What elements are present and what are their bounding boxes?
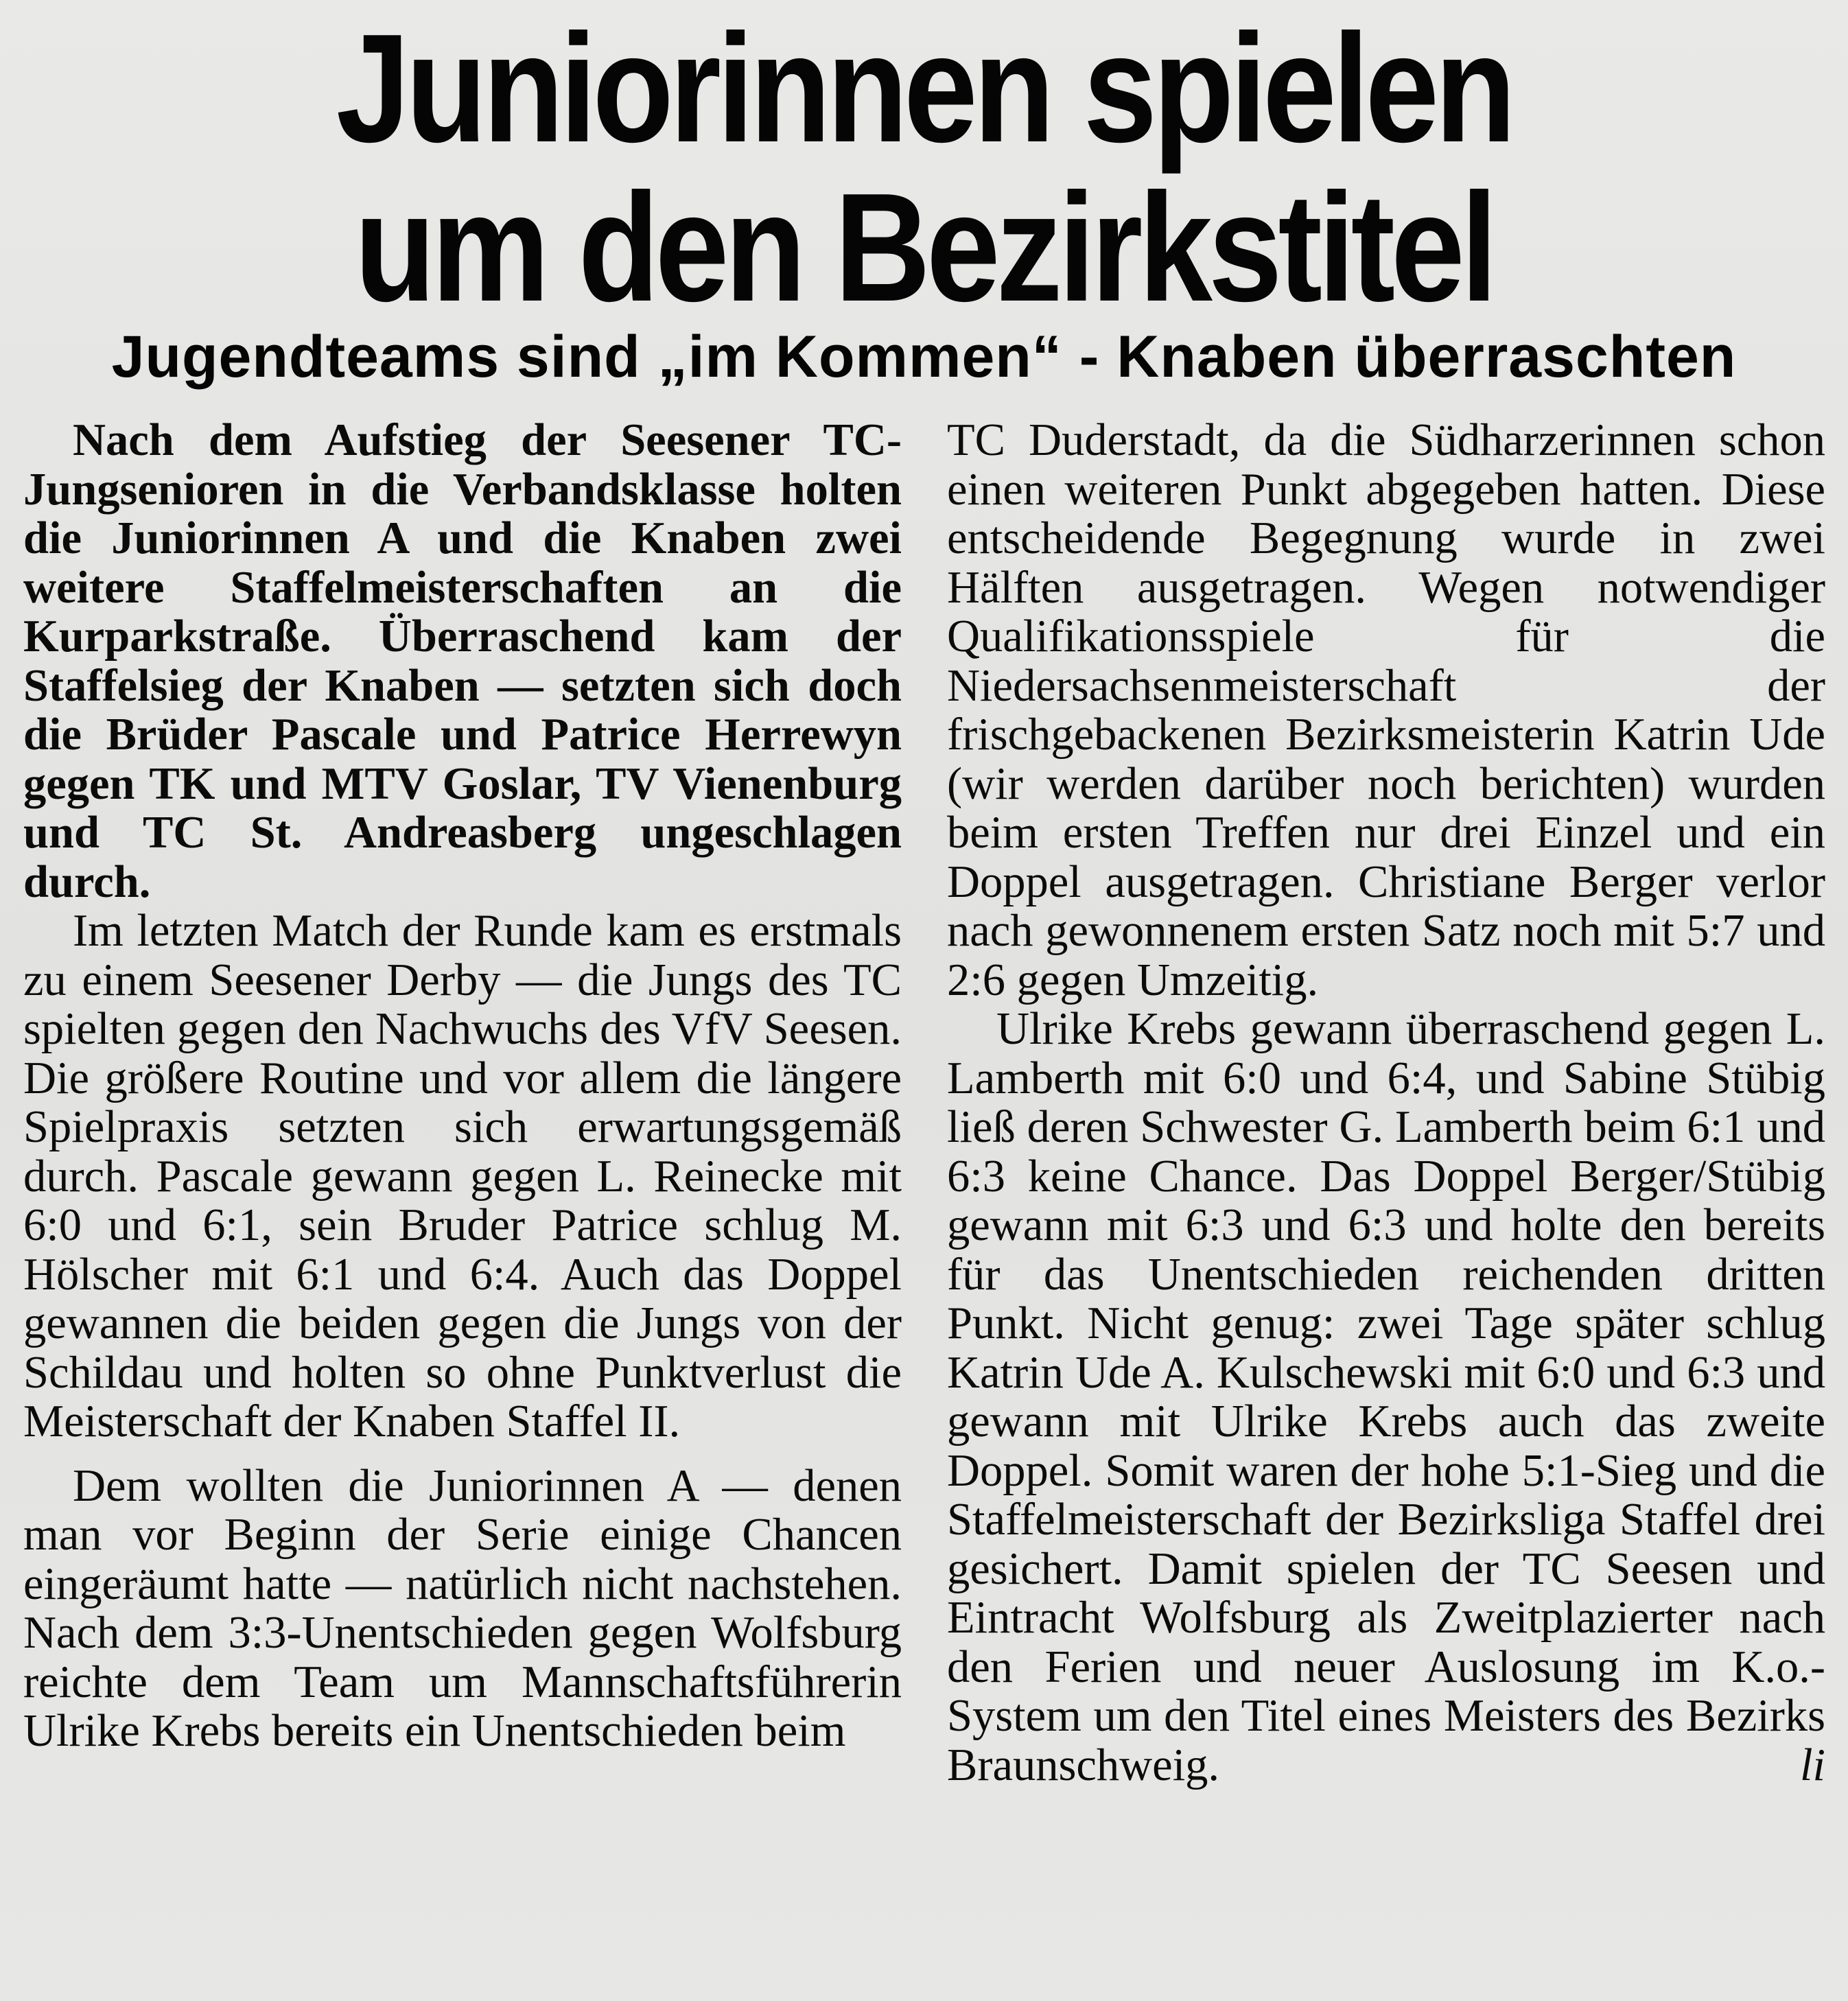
body-paragraph-results-text: Ulrike Krebs gewann überraschend gegen L. Lamberth mit 6:0 und 6:4, und Sabine Stübig ließ deren Schwester G. Lamberth beim 6:1 und 6:3 keine Chance. Das Doppel Berger/Stübig gewann mit 6:3 und 6:3 und holte den bereits für das Unentschieden reichenden dritten Punkt. Nicht genug: zwei Tage später schlug Katrin Ude A. Kulschewski mit 6:0 und 6:3 und gewann mit Ulrike Krebs auch das zweite Doppel. Somit waren der hohe 5:1-Sieg und die Staffelmeisterschaft der Bezirksliga Staffel drei gesichert. Damit spielen der TC Seesen und Eintracht Wolfsburg als Zweitplazierter nach den Ferien und neuer Auslosung im K.o.-System um den Titel eines Meisters des Bezirks Braunschweig.	[947, 1004, 1825, 1790]
article-column-left	[23, 416, 902, 1756]
author-signature: li	[1800, 1740, 1825, 1790]
headline-line-1: Juniorinnen spielen	[336, 1, 1512, 174]
headline	[130, 1, 1719, 334]
subheadline: Jugendteams sind „im Kommen“ - Knaben überraschten	[111, 324, 1737, 390]
body-paragraph-duderstadt: TC Duderstadt, da die Südharzerinnen schon einen weiteren Punkt abgegeben hatten. Diese entscheidende Begegnung wurde in zwei Hälften ausgetragen. Wegen notwendiger Qualifikationsspiele für die Niedersachsenmeisterschaft der frischgebackenen Bezirksmeisterin Katrin Ude (wir werden darüber noch berichten) wurden beim ersten Treffen nur drei Einzel und ein Doppel ausgetragen. Christiane Berger verlor nach gewonnenem ersten Satz noch mit 5:7 und 2:6 gegen Umzeitig.	[947, 415, 1825, 1005]
body-paragraph-juniorinnen: Dem wollten die Juniorinnen A — denen man vor Beginn der Serie einige Chancen eingeräumt hatte — natürlich nicht nachstehen. Nach dem 3:3-Unentschieden gegen Wolfsburg reichte dem Team um Mannschaftsführerin Ulrike Krebs bereits ein Unentschieden beim	[23, 1460, 902, 1756]
article-column-right	[947, 416, 1825, 1790]
body-paragraph-knaben: Im letzten Match der Runde kam es erstmals zu einem Seesener Derby — die Jungs des TC spielten gegen den Nachwuchs des VfV Seesen. Die größere Routine und vor allem die längere Spielpraxis setzten sich erwartungsgemäß durch. Pascale gewann gegen L. Reinecke mit 6:0 und 6:1, sein Bruder Patrice schlug M. Hölscher mit 6:1 und 6:4. Auch das Doppel gewannen die beiden gegen die Jungs von der Schildau und holten so ohne Punktverlust die Meisterschaft der Knaben Staffel II.	[23, 906, 902, 1447]
headline-line-2: um den Bezirkstitel	[354, 161, 1494, 334]
body-paragraph-results	[947, 1005, 1825, 1790]
lead-paragraph: Nach dem Aufstieg der Seesener TC-Jungsenioren in die Verbandsklasse holten die Juniorinnen A und die Knaben zwei weitere Staffelmeisterschaften an die Kurparkstraße. Überraschend kam der Staffelsieg der Knaben — setzten sich doch die Brüder Pascale und Patrice Herrewyn gegen TK und MTV Goslar, TV Vienenburg und TC St. Andreasberg ungeschlagen durch.	[23, 415, 902, 907]
